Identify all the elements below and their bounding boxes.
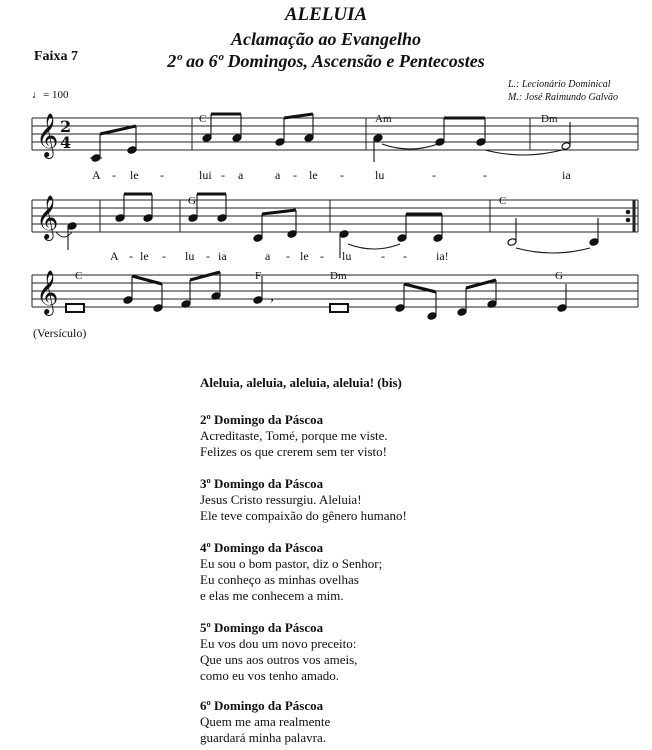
section-heading: 6º Domingo da Páscoa (200, 698, 324, 713)
beam (466, 280, 496, 288)
treble-clef-icon: 𝄞 (36, 113, 59, 157)
chord-symbol: Dm (541, 113, 558, 125)
lyric-syllable: ia! (436, 249, 449, 263)
credit-music: M.: José Raimundo Galvão (508, 92, 618, 103)
section-line: Eu conheço as minhas ovelhas (200, 572, 359, 587)
lyric-syllable: lu (342, 249, 352, 263)
lyric-syllable: - (432, 168, 436, 182)
chord-symbol: Dm (330, 270, 347, 282)
time-signature-top: 2 (60, 117, 72, 136)
lyric-syllable: le (140, 249, 149, 263)
chord-symbol: G (188, 195, 196, 207)
lyric-syllable: a (275, 168, 281, 182)
lyric-syllable: - (320, 249, 324, 263)
beam (262, 210, 296, 214)
section-4th-sunday (200, 540, 382, 604)
section-line: como eu vos tenho amado. (200, 668, 339, 683)
section-line: Eu sou o bom pastor, diz o Senhor; (200, 556, 383, 571)
section-2nd-sunday (200, 412, 388, 460)
chord-symbol: Am (375, 113, 392, 125)
lyric-syllable: A (92, 168, 101, 182)
lyric-syllable: lu (375, 168, 385, 182)
song-title: ALELUIA (284, 4, 368, 25)
tie (516, 248, 590, 253)
section-line: Acreditaste, Tomé, porque me viste. (200, 428, 388, 443)
lyric-syllable: - (129, 249, 133, 263)
lyric-syllable: lui (199, 168, 212, 182)
chord-symbol: F (255, 270, 262, 282)
section-line: Felizes os que crerem sem ter visto! (200, 444, 387, 459)
section-line: Ele teve compaixão do gênero humano! (200, 508, 407, 523)
track-number: Faixa 7 (34, 49, 78, 64)
tie (348, 244, 400, 249)
lyric-syllable: - (162, 249, 166, 263)
chord-symbol: C (199, 113, 207, 125)
lyric-syllable: ia (562, 168, 571, 182)
song-occasion: 2º ao 6º Domingos, Ascensão e Pentecostes (167, 51, 485, 71)
treble-clef-icon: 𝄞 (36, 195, 59, 239)
section-heading: 3º Domingo da Páscoa (200, 476, 324, 491)
section-heading: 5º Domingo da Páscoa (200, 620, 324, 635)
breath-mark: , (270, 287, 274, 304)
lyric-syllable: - (483, 168, 487, 182)
lyric-syllable: - (340, 168, 344, 182)
section-5th-sunday (200, 620, 357, 684)
section-line: guardará minha palavra. (200, 730, 326, 745)
treble-clef-icon: 𝄞 (36, 270, 59, 314)
credit-lyrics: L.: Lecionário Dominical (508, 79, 611, 90)
section-line: e elas me conhecem a mim. (200, 588, 344, 603)
lyric-syllable: - (160, 168, 164, 182)
lyric-syllable: a (265, 249, 271, 263)
section-line: Jesus Cristo ressurgiu. Aleluia! (200, 492, 362, 507)
section-heading: 2º Domingo da Páscoa (200, 412, 324, 427)
lyric-syllable: A (110, 249, 119, 263)
refrain (200, 375, 402, 391)
tie (382, 144, 438, 149)
lyric-syllable: - (381, 249, 385, 263)
lyric-syllable: le (130, 168, 139, 182)
breve-chant-note (330, 304, 348, 312)
chord-symbol: C (499, 195, 507, 207)
quarter-note-icon: ♩ (32, 89, 43, 101)
lyric-syllable: le (309, 168, 318, 182)
lyric-syllable: ia (218, 249, 227, 263)
lyric-syllable: le (300, 249, 309, 263)
section-line: Eu vos dou um novo preceito: (200, 636, 357, 651)
section-line: Que uns aos outros vos ameis, (200, 652, 358, 667)
chord-symbol: G (555, 270, 563, 282)
tie (485, 150, 562, 155)
versicle-label: (Versículo) (33, 326, 87, 340)
section-line: Quem me ama realmente (200, 714, 331, 729)
beam (284, 114, 313, 118)
lyric-syllable: - (221, 168, 225, 182)
section-heading: 4º Domingo da Páscoa (200, 540, 324, 555)
lyric-syllable: a (238, 168, 244, 182)
breve-chant-note (66, 304, 84, 312)
beam (100, 126, 136, 134)
lyric-syllable: - (112, 168, 116, 182)
tempo-marking: ♩= 100 (32, 89, 69, 101)
lyric-syllable: lu (185, 249, 195, 263)
section-3rd-sunday (200, 476, 407, 524)
chord-symbol: C (75, 270, 83, 282)
lyric-syllable: - (293, 168, 297, 182)
section-6th-sunday (200, 698, 330, 746)
lyric-syllable: - (403, 249, 407, 263)
repeat-dot (626, 210, 630, 214)
time-signature-bottom: 4 (60, 133, 72, 152)
lyric-syllable: - (286, 249, 290, 263)
lyric-syllable: - (206, 249, 210, 263)
song-subtitle: Aclamação ao Evangelho (231, 29, 421, 49)
beam (190, 272, 220, 280)
repeat-dot (626, 218, 630, 222)
refrain-text: Aleluia, aleluia, aleluia, aleluia! (bis) (200, 375, 402, 390)
